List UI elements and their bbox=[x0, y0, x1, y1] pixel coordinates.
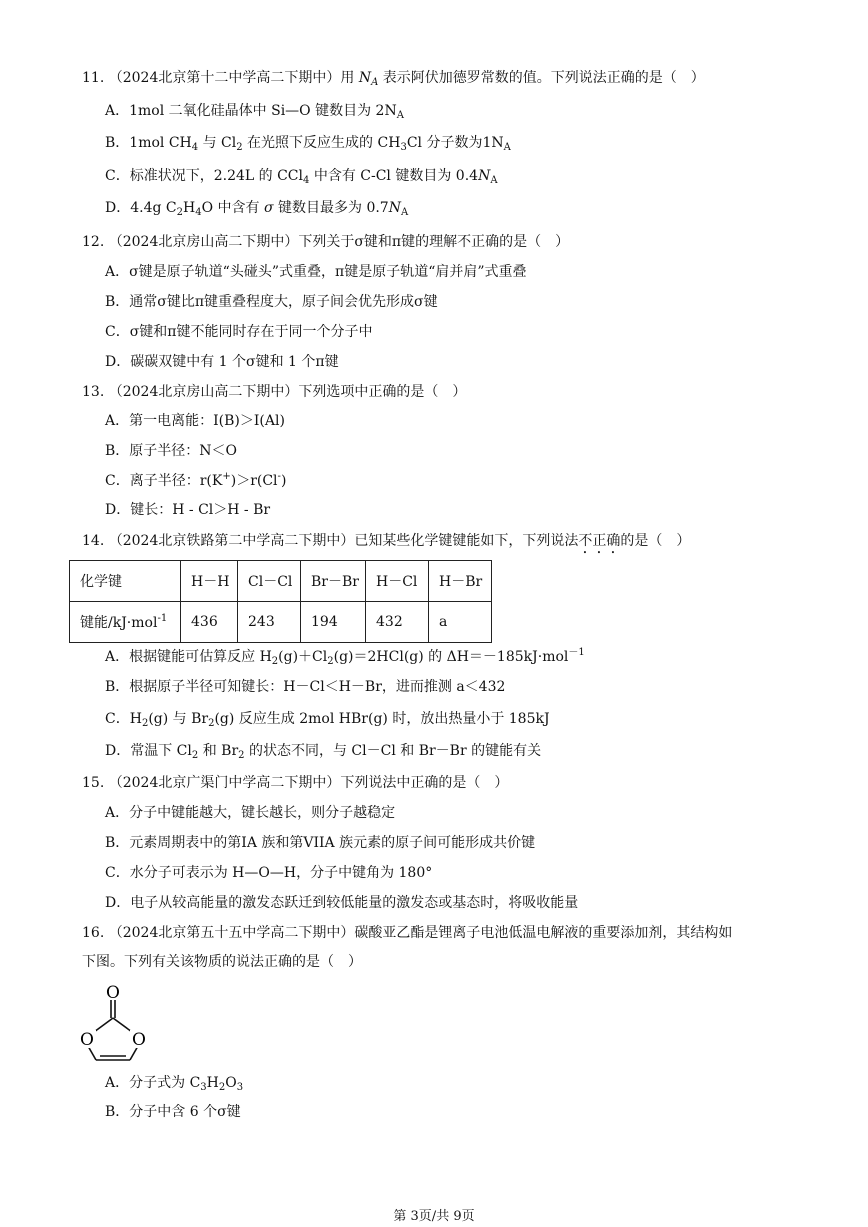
table-cell: 194 bbox=[301, 602, 366, 643]
question-12-option-a: A．σ键是原子轨道“头碰头”式重叠，π键是原子轨道“肩并肩”式重叠 bbox=[105, 264, 527, 280]
question-15-option-b: B．元素周期表中的第IA 族和第VIIA 族元素的原子间可能形成共价键 bbox=[105, 835, 536, 851]
page-footer: 第 3页/共 9页 bbox=[393, 1209, 475, 1224]
table-cell: 436 bbox=[181, 602, 238, 643]
ring-bond-c-o-right bbox=[113, 1018, 132, 1032]
table-row-label: 键能/kJ·mol$^{-1}$ bbox=[70, 602, 181, 643]
question-14-option-c: C．$H_2(g)$ 与 $Br_2(g)$ 反应生成 2mol HBr(g) 时，放出热量小于 185kJ bbox=[105, 711, 550, 729]
question-16-stem: 16. （2024北京第五十五中学高二下期中）碳酸亚乙酯是锂离子电池低温电解液的重要添加剂，其结构如 bbox=[82, 925, 733, 941]
question-13-option-d: D．键长：H - Cl＞H - Br bbox=[105, 502, 271, 518]
question-13-stem: 13. （2024北京房山高二下期中）下列选项中正确的是（ ） bbox=[82, 384, 467, 400]
question-11-option-d: D．4.4g $C_2H_4O$ 中含有 σ 键数目最多为 $0.7N_A$ bbox=[105, 200, 409, 218]
question-15-option-a: A．分子中键能越大，键长越长，则分子越稳定 bbox=[105, 805, 396, 821]
question-13-option-c: C．离子半径：r(K+)＞r(Cl-) bbox=[105, 471, 287, 489]
table-cell: 432 bbox=[366, 602, 429, 643]
question-11-option-b: B．1mol $CH_4$ 与 $Cl_2$ 在光照下反应生成的 $CH_3Cl$ 分子数为$1N_A$ bbox=[105, 135, 511, 153]
table-header-cell: H－Br bbox=[429, 561, 492, 602]
question-14-stem: 14. （2024北京铁路第二中学高二下期中）已知某些化学键键能如下，下列说法不正确的是（ ） bbox=[82, 533, 691, 549]
table-header-cell: 化学键 bbox=[70, 561, 181, 602]
ring-bond-c-o-left bbox=[94, 1018, 113, 1032]
question-11-option-a: A．1mol 二氧化硅晶体中 Si—O 键数目为 $2N_A$ bbox=[105, 103, 404, 121]
table-header-row bbox=[70, 561, 492, 602]
atom-label-oxygen: O bbox=[80, 1030, 94, 1050]
ethylene-carbonate-structure bbox=[70, 980, 150, 1066]
atom-label-oxygen: O bbox=[106, 983, 120, 1003]
bond-energy-table bbox=[69, 560, 492, 643]
question-15-option-d: D．电子从较高能量的激发态跃迁到较低能量的激发态或基态时，将吸收能量 bbox=[105, 895, 579, 911]
table-header-cell: H－Cl bbox=[366, 561, 429, 602]
question-12-option-b: B．通常σ键比π键重叠程度大，原子间会优先形成σ键 bbox=[105, 294, 438, 310]
question-12-stem: 12. （2024北京房山高二下期中）下列关于σ键和π键的理解不正确的是（ ） bbox=[82, 234, 570, 250]
question-15-stem: 15. （2024北京广渠门中学高二下期中）下列说法中正确的是（ ） bbox=[82, 775, 509, 791]
question-14-option-a: A．根据键能可估算反应 $H_2(g)+Cl_2(g)=2HCl(g)$ 的 ΔH＝－185kJ·mol$^{-1}$ bbox=[105, 647, 585, 667]
table-cell: a bbox=[429, 602, 492, 643]
question-12-option-c: C．σ键和π键不能同时存在于同一个分子中 bbox=[105, 324, 373, 340]
table-header-cell: Br－Br bbox=[301, 561, 366, 602]
question-11-stem: 11. （2024北京第十二中学高二下期中）用 $N_A$ 表示阿伏加德罗常数的值。下列说法正确的是（ ） bbox=[82, 70, 705, 88]
question-14-option-d: D．常温下 $Cl_2$ 和 $Br_2$ 的状态不同，与 Cl－Cl 和 Br－Br 的键能有关 bbox=[105, 743, 542, 761]
question-15-option-c: C．水分子可表示为 H—O—H，分子中键角为 180° bbox=[105, 865, 433, 881]
table-header-cell: H－H bbox=[181, 561, 238, 602]
question-16-option-b: B．分子中含 6 个σ键 bbox=[105, 1104, 241, 1120]
question-13-option-a: A．第一电离能：I(B)＞I(Al) bbox=[105, 413, 285, 429]
atom-label-oxygen: O bbox=[132, 1030, 146, 1050]
table-cell: 243 bbox=[238, 602, 301, 643]
question-12-option-d: D．碳碳双键中有 1 个σ键和 1 个π键 bbox=[105, 354, 339, 370]
question-11-option-c: C．标准状况下，2.24L 的 CCl$_4$ 中含有 C-Cl 键数目为 $0.4N_A$ bbox=[105, 168, 498, 186]
question-16-option-a: A．分子式为 $C_3H_2O_3$ bbox=[105, 1075, 244, 1093]
table-row bbox=[70, 602, 492, 643]
question-16-stem-line2: 下图。下列有关该物质的说法正确的是（ ） bbox=[82, 954, 362, 970]
table-header-cell: Cl－Cl bbox=[238, 561, 301, 602]
question-13-option-b: B．原子半径：N＜O bbox=[105, 443, 238, 459]
question-14-option-b: B．根据原子半径可知键长：H－Cl＜H－Br，进而推测 a＜432 bbox=[105, 679, 506, 695]
